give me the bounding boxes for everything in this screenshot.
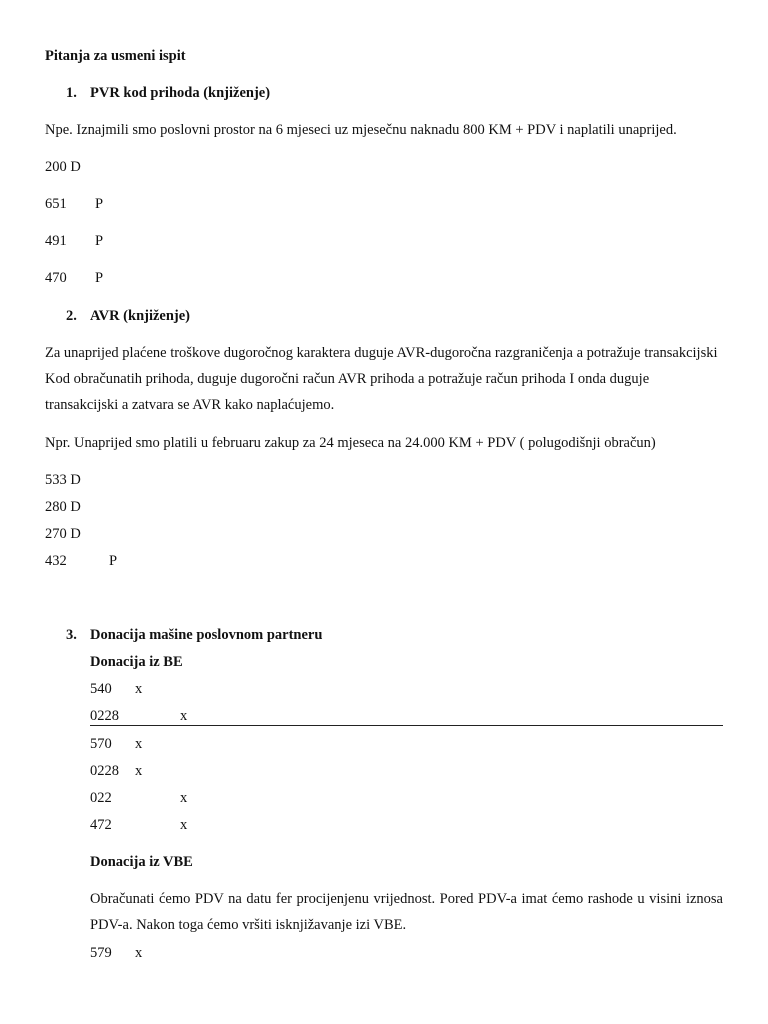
be-entry-debit: x [135, 763, 143, 779]
vbe-entry-debit: x [135, 945, 143, 961]
q2-entry-side: P [109, 553, 118, 569]
subheading-be: Donacija iz BE [90, 654, 183, 670]
question-1-heading: PVR kod prihoda (knjiženje) [90, 85, 271, 101]
be-entry-account: 0228 [90, 763, 119, 779]
vbe-entry-account: 579 [90, 945, 112, 961]
q1-entry-account: 200 D [45, 159, 81, 175]
question-2-example: Npr. Unaprijed smo platili u februaru zakup za 24 mjeseca na 24.000 KM + PDV ( polugodišnji obračun) [45, 435, 656, 451]
q2-entry-account: 280 D [45, 499, 81, 515]
question-3-number: 3. [66, 627, 77, 643]
subheading-vbe: Donacija iz VBE [90, 854, 193, 870]
be-entry-credit: x [180, 817, 188, 833]
be-entry-credit: x [180, 790, 188, 806]
q1-entry-side: P [95, 270, 104, 286]
q1-entry-side: P [95, 196, 104, 212]
be-entry-account: 022 [90, 790, 112, 806]
question-2-heading: AVR (knjiženje) [90, 308, 191, 324]
q1-entry-side: P [95, 233, 104, 249]
be-entry-account: 472 [90, 817, 112, 833]
question-1-number: 1. [66, 85, 77, 101]
be-entry-account: 0228 [90, 708, 119, 724]
question-1-example: Npe. Iznajmili smo poslovni prostor na 6 mjeseci uz mjesečnu naknadu 800 KM + PDV i naplatili unaprijed. [45, 122, 677, 138]
question-3-paragraph: Obračunati ćemo PDV na datu fer procijenjenu vrijednost. Pored PDV-a imat ćemo rashode u visini iznosa PDV-a. Nakon toga ćemo vršiti isknjižavanje izi VBE. [90, 891, 723, 933]
q1-entry-account: 470 [45, 270, 67, 286]
q2-entry-account: 533 D [45, 472, 81, 488]
question-2-number: 2. [66, 308, 77, 324]
question-2-paragraph: Za unaprijed plaćene troškove dugoročnog karaktera duguje AVR-dugoročna razgraničenja a potražuje transakcijski Kod obračunatih prihoda, duguje dugoročni račun AVR prihoda a potražuje račun prihoda I onda duguje transakcijski a zatvara se AVR kako naplaćujemo. [45, 345, 718, 413]
q2-entry-account: 432 [45, 553, 67, 569]
be-entry-debit: x [135, 736, 143, 752]
q1-entry-account: 491 [45, 233, 67, 249]
page-title: Pitanja za usmeni ispit [45, 48, 186, 64]
be-entry-debit: x [135, 681, 143, 697]
be-entry-account: 570 [90, 736, 112, 752]
be-entry-credit: x [180, 708, 188, 724]
divider-line [90, 725, 723, 726]
question-3-heading: Donacija mašine poslovnom partneru [90, 627, 323, 643]
be-entry-account: 540 [90, 681, 112, 697]
q1-entry-account: 651 [45, 196, 67, 212]
q2-entry-account: 270 D [45, 526, 81, 542]
